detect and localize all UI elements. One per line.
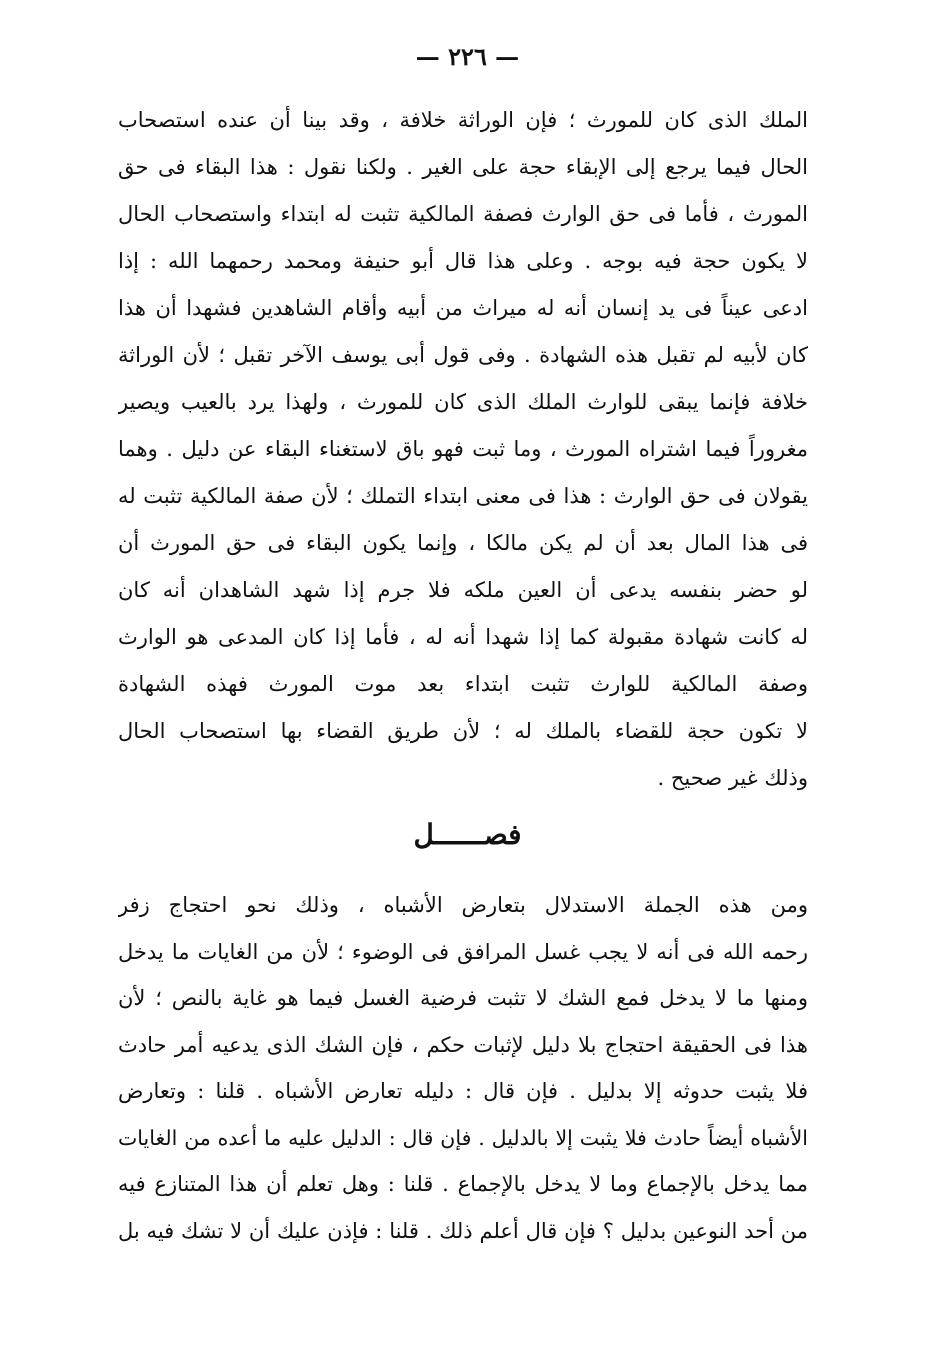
text-line: مما يدخل بالإجماع وما لا يدخل بالإجماع . قلنا : وهل تعلم أن هذا المتنازع فيه (118, 1172, 808, 1196)
text-line: وذلك غير صحيح . (657, 766, 808, 790)
section-heading: فصــــــل (413, 818, 522, 851)
text-line: لو حضر بنفسه يدعى أن العين ملكه فلا جرم إذا شهد الشاهدان أنه كان (118, 578, 808, 602)
text-line: فلا يثبت حدوثه إلا بدليل . فإن قال : دليله تعارض الأشباه . قلنا : وتعارض (118, 1079, 808, 1103)
text-line: ادعى عيناً فى يد إنسان أنه له ميراث من أبيه وأقام الشاهدين فشهدا أن هذا (118, 296, 808, 320)
page-number: — ٢٢٦ — (415, 42, 520, 71)
text-line: وصفة المالكية للوارث تثبت ابتداء بعد موت المورث فهذه الشهادة (118, 672, 808, 696)
text-line: ومنها ما لا يدخل فمع الشك لا تثبت فرضية الغسل فيما هو غاية بالنص ؛ لأن (118, 986, 808, 1010)
text-line: له كانت شهادة مقبولة كما إذا شهدا أنه له ، فأما إذا كان المدعى هو الوارث (118, 625, 808, 649)
text-line: الملك الذى كان للمورث ؛ فإن الوراثة خلافة ، وقد بينا أن عنده استصحاب (118, 108, 808, 132)
text-line: من أحد النوعين بدليل ؟ فإن قال أعلم ذلك . قلنا : فإذن عليك أن لا تشك فيه بل (118, 1218, 808, 1243)
paragraph-1 (118, 97, 808, 802)
text-line: رحمه الله فى أنه لا يجب غسل المرافق فى الوضوء ؛ لأن من الغايات ما يدخل (118, 939, 808, 964)
text-line: كان لأبيه لم تقبل هذه الشهادة . وفى قول أبى يوسف الآخر تقبل ؛ لأن الوراثة (118, 343, 808, 367)
text-line: مغروراً فيما اشتراه المورث ، وما ثبت فهو باق لاستغناء البقاء عن دليل . وهما (118, 437, 808, 461)
text-line: يقولان فى حق الوارث : هذا فى معنى ابتداء التملك ؛ لأن صفة المالكية تثبت له (118, 484, 808, 508)
paragraph-2 (118, 882, 808, 1254)
text-line: المورث ، فأما فى حق الوارث فصفة المالكية تثبت له ابتداء واستصحاب الحال (118, 202, 808, 226)
text-line: فى هذا المال بعد أن لم يكن مالكا ، وإنما يكون البقاء فى حق المورث أن (118, 531, 808, 555)
text-line: هذا فى الحقيقة احتجاج بلا دليل لإثبات حكم ، فإن الشك الذى يدعيه أمر حادث (118, 1032, 808, 1057)
text-line: لا تكون حجة للقضاء بالملك له ؛ لأن طريق القضاء بها استصحاب الحال (118, 719, 808, 743)
text-line: لا يكون حجة فيه بوجه . وعلى هذا قال أبو حنيفة ومحمد رحمهما الله : إذا (118, 249, 808, 273)
text-line: الحال فيما يرجع إلى الإبقاء حجة على الغير . ولكنا نقول : هذا البقاء فى حق (118, 155, 808, 179)
text-line: خلافة فإنما يبقى للوارث الملك الذى كان للمورث ، ولهذا يرد بالعيب ويصير (118, 390, 808, 414)
text-line: الأشباه أيضاً حادث فلا يثبت إلا بالدليل . فإن قال : الدليل عليه ما أعده من الغايات (118, 1125, 808, 1150)
text-line: ومن هذه الجملة الاستدلال بتعارض الأشباه ، وذلك نحو احتجاج زفر (118, 893, 808, 917)
